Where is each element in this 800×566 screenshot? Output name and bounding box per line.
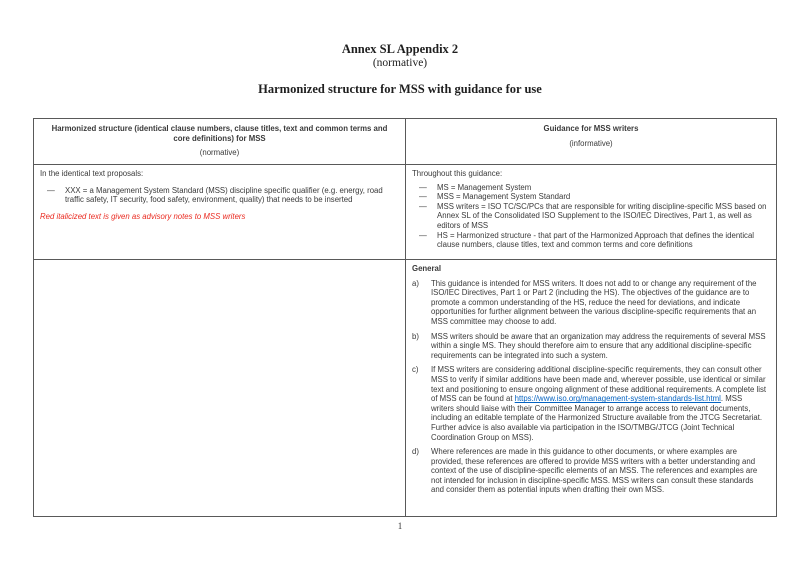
- empty-left-cell: [34, 260, 405, 516]
- item-label: a): [412, 278, 419, 288]
- guidance-item: [412, 332, 770, 361]
- header-cell-right: [405, 119, 776, 164]
- guidance-item: [412, 447, 770, 495]
- guidance-intro: Throughout this guidance:: [412, 169, 503, 178]
- right-column-subtitle: (informative): [569, 138, 613, 148]
- bullet-text: HS = Harmonized structure - that part of the Harmonized Approach that defines the identical clause numbers, clause titles, text and common terms and core definitions: [437, 230, 755, 250]
- item-label: c): [412, 365, 419, 375]
- table-row-general: [34, 259, 776, 516]
- item-label: b): [412, 331, 419, 341]
- mss-list-link[interactable]: https://www.iso.org/management-system-standards-list.html: [514, 394, 721, 404]
- header-cell-left: [34, 119, 405, 164]
- left-column-title: Harmonized structure (identical clause numbers, clause titles, text and common terms and core definitions) for MSS: [51, 124, 388, 143]
- bullet-item: [40, 186, 399, 205]
- bullet-item: [412, 192, 770, 202]
- general-guidance-cell: [405, 260, 776, 516]
- bullet-text: XXX = a Management System Standard (MSS) discipline specific qualifier (e.g. energy, road traffic safety, IT security, food safety, environment, quality) that needs to be inserted: [65, 185, 383, 205]
- identical-text-proposals-cell: [34, 165, 405, 259]
- left-bullet-list: [40, 186, 399, 205]
- right-column-title: Guidance for MSS writers: [543, 124, 639, 133]
- guidance-item: [412, 365, 770, 442]
- advisory-red-note: Red italicized text is given as advisory notes to MSS writers: [40, 211, 246, 221]
- right-bullet-list: [412, 183, 770, 250]
- table-header-row: [34, 119, 776, 164]
- harmonized-structure-table: [33, 118, 777, 517]
- bullet-item: [412, 231, 770, 250]
- general-items: [412, 279, 770, 495]
- bullet-text: MSS = Management System Standard: [437, 192, 571, 202]
- item-text: If MSS writers are considering additional discipline-specific requirements, they can consult other MSS to verify if similar additions have been made and, wherever possible, use identical or similar text and positioning to ensure ongoing alignment of these additional requirements. A complete list of MSS can be found at https://www.iso.org/management-system-standards-list.html. MSS writers should liaise with their Committee Manager to arrange access to relevant documents, including an editable template of the Harmonized Structure available from the JTCG Secretariat. Further advice is also available via participation in the ISO/TMBG/JTCG (Joint Technical Coordination Group on MSS).: [431, 365, 767, 442]
- document-subtitle: Harmonized structure for MSS with guidance for use: [258, 82, 542, 96]
- bullet-item: [412, 202, 770, 231]
- bullet-item: [412, 183, 770, 193]
- em-dash-bullet: —: [419, 182, 427, 192]
- em-dash-bullet: —: [419, 192, 427, 202]
- em-dash-bullet: —: [419, 201, 427, 211]
- bullet-text: MSS writers = ISO TC/SC/PCs that are responsible for writing discipline-specific MSS based on Annex SL of the Consolidated ISO Supplement to the ISO/IEC Directives, Part 1, as well as editors of MSS: [437, 201, 767, 230]
- item-text: Where references are made in this guidance to other documents, or where examples are provided, these references are offered to provide MSS writers with a better understanding and context of the use of discipline-specific elements of an MSS. The references and examples are not intended for inclusion in discipline-specific MSS. MSS writers can consult these standards and consider them as potential inputs when drafting their own MSS.: [431, 447, 758, 495]
- item-label: d): [412, 447, 419, 457]
- item-text: MSS writers should be aware that an organization may address the requirements of several MSS within a single MS. They should therefore aim to ensure that any additional discipline-specific requirements can be integrated into such a system.: [431, 331, 766, 360]
- table-row-definitions: [34, 164, 776, 259]
- annex-normative-label: (normative): [372, 57, 428, 69]
- left-column-subtitle: (normative): [199, 148, 240, 158]
- document-title-block: [0, 43, 800, 96]
- identical-text-intro: In the identical text proposals:: [40, 169, 144, 178]
- em-dash-bullet: —: [419, 230, 427, 240]
- em-dash-bullet: —: [47, 185, 55, 195]
- bullet-text: MS = Management System: [437, 182, 532, 192]
- guidance-item: [412, 279, 770, 327]
- page-number: 1: [397, 521, 403, 531]
- guidance-abbreviations-cell: [405, 165, 776, 259]
- item-text: This guidance is intended for MSS writers. It does not add to or change any requirement of the ISO/IEC Directives, Part 1 or Part 2 (including the HS). The objectives of the guidance are to promote a common understanding of the HS, reduce the need for deviations, and indicate opportunities for further alignment between the various discipline-specific requirements that an MSS committee may choose to add.: [431, 278, 757, 326]
- general-heading: General: [412, 264, 442, 273]
- annex-title: Annex SL Appendix 2: [341, 42, 459, 56]
